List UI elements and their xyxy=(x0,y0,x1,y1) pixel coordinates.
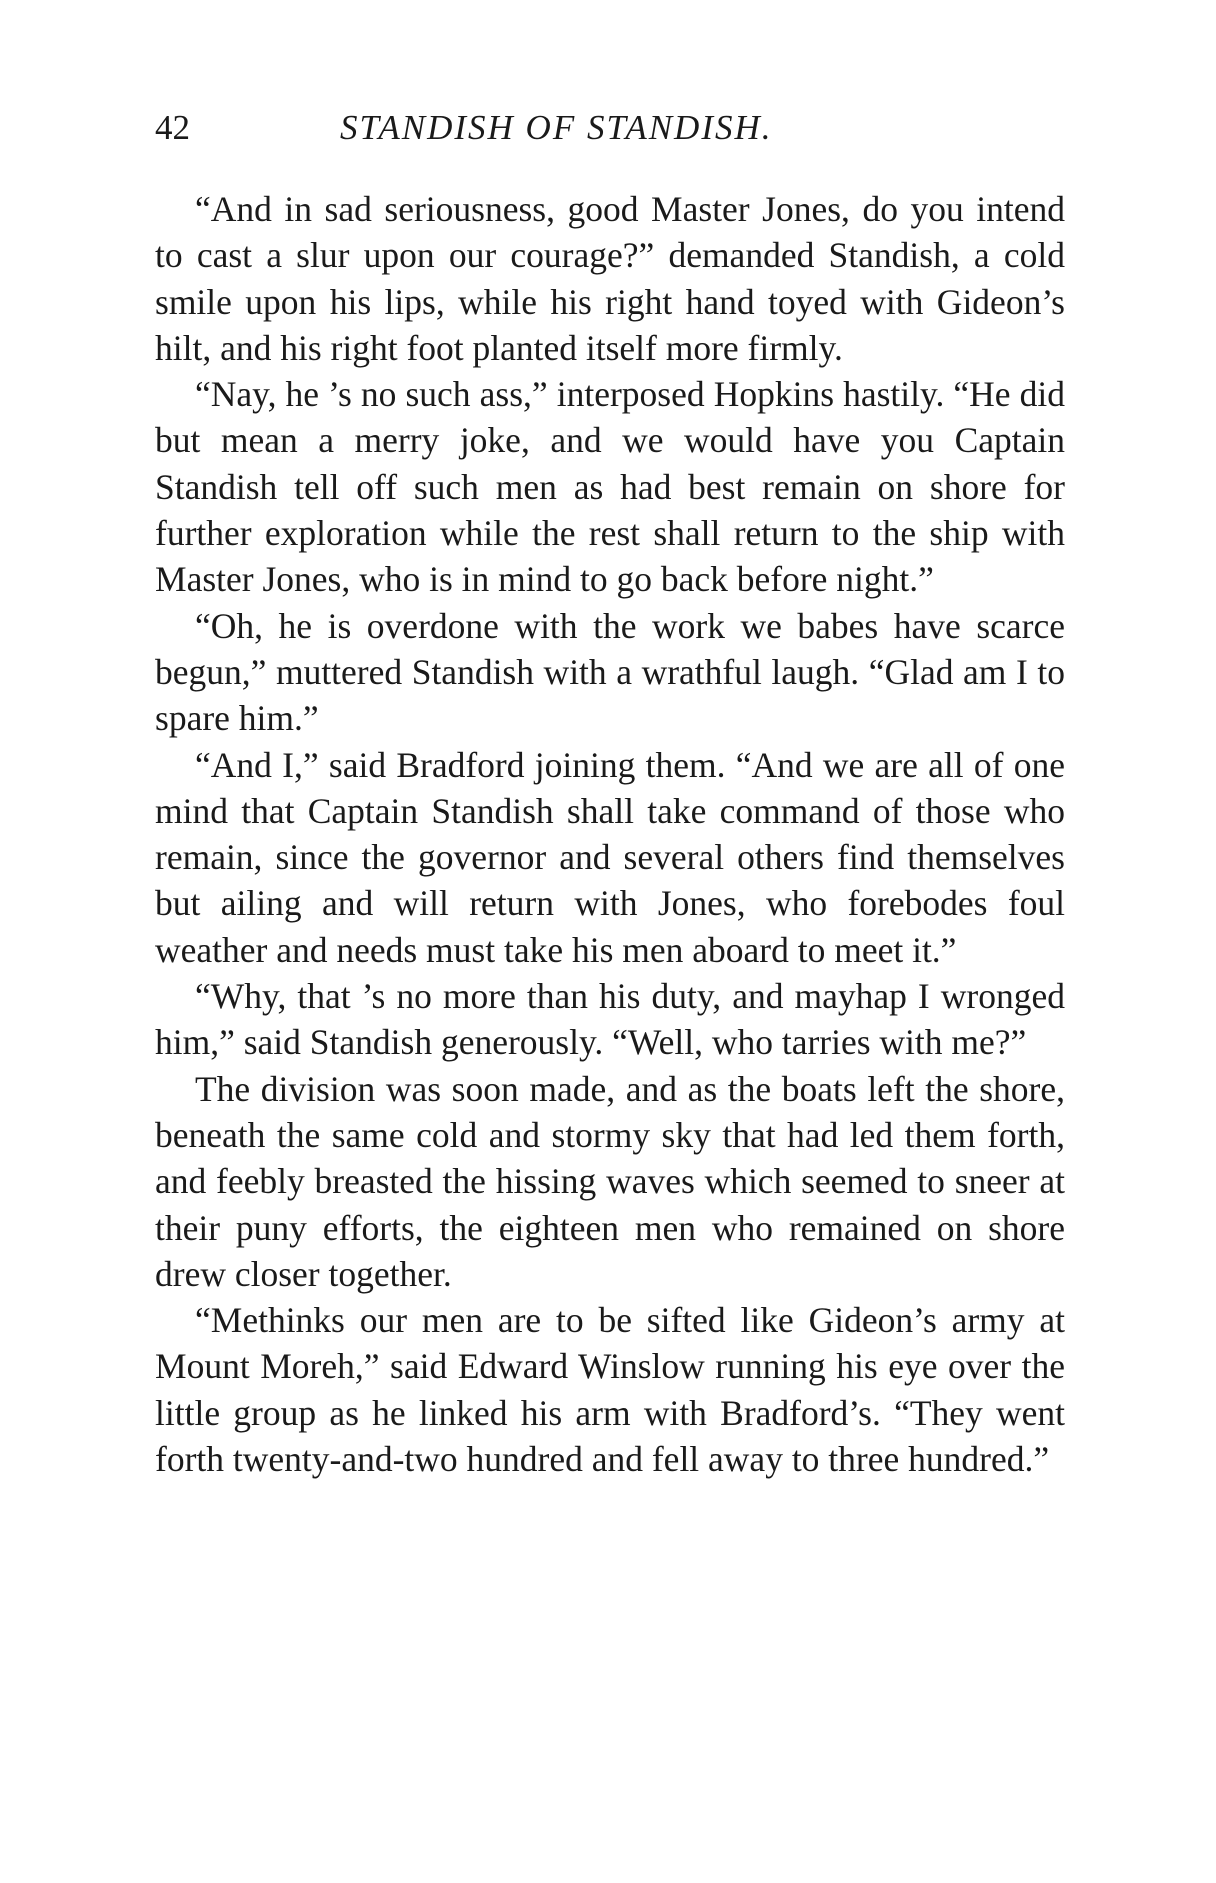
paragraph: “Why, that ’s no more than his duty, and mayhap I wronged him,” said Standish generously. “Well, who tarries with me?” xyxy=(155,976,1065,1063)
paragraph: The division was soon made, and as the boats left the shore, beneath the same cold and stormy sky that had led them forth, and feebly breasted the hissing waves which seemed to sneer at their puny efforts, the eighteen men who remained on shore drew closer together. xyxy=(155,1068,1065,1294)
page-number: 42 xyxy=(155,108,190,147)
paragraph: “Oh, he is overdone with the work we babes have scarce begun,” muttered Standish with a wrathful laugh. “Glad am I to spare him.” xyxy=(155,605,1065,739)
paragraph: “And I,” said Bradford joining them. “And we are all of one mind that Captain Standish shall take command of those who remain, since the governor and several others find themselves but ailing and will return with Jones, who forebodes foul weather and needs must take his men aboard to meet it.” xyxy=(155,744,1065,970)
paragraph: “Nay, he ’s no such ass,” interposed Hopkins hastily. “He did but mean a merry joke, and we would have you Captain Standish tell off such men as had best remain on shore for further exploration while the rest shall return to the ship with Master Jones, who is in mind to go back before night.” xyxy=(155,374,1065,600)
paragraph: “And in sad seriousness, good Master Jones, do you intend to cast a slur upon our courage?” demanded Standish, a cold smile upon his lips, while his right hand toyed with Gideon’s hilt, and his right foot planted itself more firmly. xyxy=(155,189,1065,368)
page-header xyxy=(155,104,1065,152)
running-title: STANDISH OF STANDISH. xyxy=(340,108,773,147)
paragraph: “Methinks our men are to be sifted like Gideon’s army at Mount Moreh,” said Edward Winslow running his eye over the little group as he linked his arm with Bradford’s. “They went forth twenty-and-two hundred and fell away to three hundred.” xyxy=(155,1300,1065,1480)
body-text xyxy=(155,186,1065,1482)
